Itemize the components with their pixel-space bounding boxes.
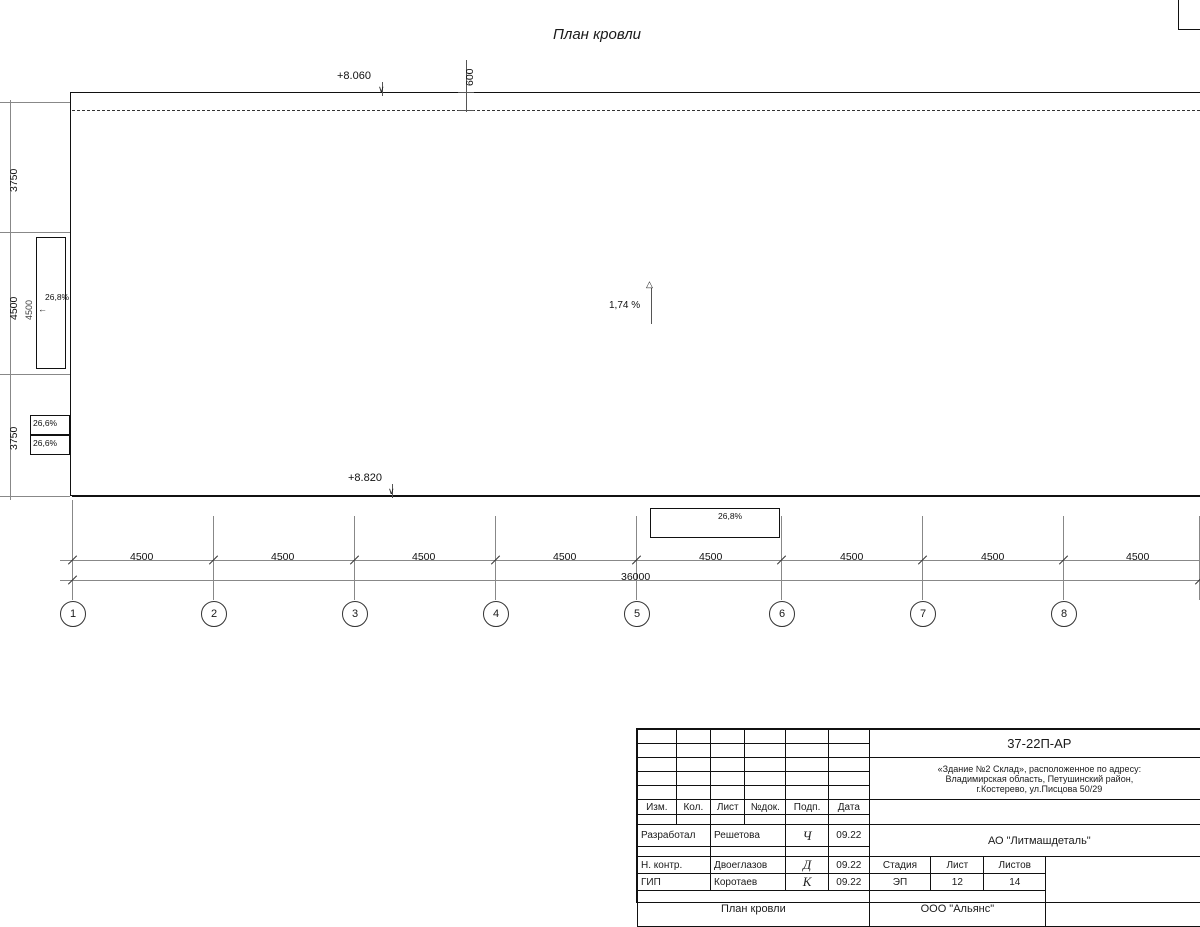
tb-blank-9 [711, 744, 745, 758]
roof-bottom-edge [72, 496, 1200, 497]
row-date-2: 09.22 [828, 857, 869, 874]
row-date-3: 09.22 [828, 874, 869, 891]
row-sign-2: Д [786, 857, 829, 874]
tb-blank-7 [638, 744, 677, 758]
drawing-title: План кровли [553, 26, 641, 43]
sheet-header: Лист [931, 857, 984, 874]
vdim-text-3: 3750 [8, 426, 20, 450]
bay-dim-8: 4500 [1126, 551, 1150, 563]
bay-dim-3: 4500 [412, 551, 436, 563]
designer-org: ООО "Альянс" [869, 891, 1045, 927]
object-name-line-2: Владимирская область, Петушинский район, [945, 773, 1134, 784]
percent-label-4: 26,8% [718, 511, 743, 521]
drawing-code: 37-22П-АР [869, 730, 1200, 758]
vdim-ext-1 [0, 102, 70, 103]
roof-ridge-dashed [72, 110, 1200, 111]
bay-dim-1: 4500 [130, 551, 154, 563]
tb-blank-17 [786, 758, 829, 772]
tb-blank-6 [828, 730, 869, 744]
tb-blank-10 [745, 744, 786, 758]
sheets-header: Листов [984, 857, 1046, 874]
axis-bubble-5: 5 [624, 601, 650, 627]
tb-blank-4 [745, 730, 786, 744]
col-header-kol: Кол. [676, 800, 710, 815]
col-header-podp: Подп. [786, 800, 829, 815]
frame-corner [1178, 0, 1200, 30]
axis-bubble-3: 3 [342, 601, 368, 627]
vdim-text-2-dup: 4500 [24, 299, 34, 320]
vdim-text-1: 3750 [8, 168, 20, 192]
tb-blank-31 [638, 815, 677, 825]
roof-unit-left-large [36, 237, 66, 369]
col-header-izm: Изм. [638, 800, 677, 815]
axis-bubble-1: 1 [60, 601, 86, 627]
tb-blank-30 [828, 786, 869, 800]
vdim-ext-3 [0, 374, 70, 375]
tb-blank-2 [676, 730, 710, 744]
tb-blank-36 [828, 815, 869, 825]
level-mark-top: +8.060 [337, 70, 371, 82]
tb-spacer-right [869, 800, 1200, 825]
level-arrow-bottom: ∨ [388, 486, 395, 496]
roof-outline [70, 92, 1200, 496]
level-mark-bottom: +8.820 [348, 472, 382, 484]
axis-bubble-8: 8 [1051, 601, 1077, 627]
title-block [636, 728, 1200, 915]
sheet-name: План кровли [638, 891, 870, 927]
roof-unit-bottom [650, 508, 780, 538]
tb-blank-18 [828, 758, 869, 772]
axis-bubble-7: 7 [910, 601, 936, 627]
tb-blank-34 [745, 815, 786, 825]
tb-blank-19 [638, 772, 677, 786]
object-name [869, 758, 1200, 800]
percent-label-2: 26,6% [33, 418, 58, 428]
tb-blank-21 [711, 772, 745, 786]
row-sign-1: Ч [786, 825, 829, 847]
stage-value: ЭП [869, 874, 931, 891]
object-name-line-3: г.Костерево, ул.Писцова 50/29 [976, 783, 1103, 794]
total-dim-text: 36000 [621, 571, 651, 583]
vdim-ext-4 [0, 496, 70, 497]
tb-blank-27 [711, 786, 745, 800]
axis-bubble-4: 4 [483, 601, 509, 627]
percent-label-3: 26,6% [33, 438, 58, 448]
bay-dim-line [60, 560, 1200, 561]
sheet-value: 12 [931, 874, 984, 891]
tb-blank-5 [786, 730, 829, 744]
tb-blank-39 [786, 847, 829, 857]
vdim-text-2: 4500 [8, 296, 20, 320]
slope-label: 1,74 % [609, 300, 641, 311]
tb-right-extra [1046, 857, 1200, 927]
tb-blank-8 [676, 744, 710, 758]
tb-blank-13 [638, 758, 677, 772]
tb-blank-23 [786, 772, 829, 786]
vdim-ext-2 [0, 232, 70, 233]
eave-dim-text: 600 [464, 68, 476, 86]
tb-blank-14 [676, 758, 710, 772]
stage-header: Стадия [869, 857, 931, 874]
tb-blank-12 [828, 744, 869, 758]
tb-blank-38 [711, 847, 786, 857]
object-name-line-1: «Здание №2 Склад», расположенное по адресу: [937, 763, 1142, 774]
tb-blank-25 [638, 786, 677, 800]
row-role-3: ГИП [638, 874, 711, 891]
slope-arrow-head: △ [646, 279, 653, 289]
customer-name: АО "Литмашдеталь" [869, 825, 1200, 857]
col-header-ndok: №док. [745, 800, 786, 815]
bay-dim-6: 4500 [840, 551, 864, 563]
slope-arrow-line [651, 288, 652, 324]
bay-dim-5: 4500 [699, 551, 723, 563]
tb-blank-28 [745, 786, 786, 800]
tb-blank-29 [786, 786, 829, 800]
tb-blank-11 [786, 744, 829, 758]
tb-blank-1 [638, 730, 677, 744]
axis-bubble-2: 2 [201, 601, 227, 627]
row-role-2: Н. контр. [638, 857, 711, 874]
tb-blank-20 [676, 772, 710, 786]
tb-blank-22 [745, 772, 786, 786]
eave-dim-tick-top [458, 92, 474, 93]
tb-blank-15 [711, 758, 745, 772]
bay-dim-7: 4500 [981, 551, 1005, 563]
sheets-value: 14 [984, 874, 1046, 891]
bay-dim-4: 4500 [553, 551, 577, 563]
tb-blank-35 [786, 815, 829, 825]
col-header-data: Дата [828, 800, 869, 815]
tb-blank-32 [676, 815, 710, 825]
percent-arrow-1: ← [38, 304, 47, 314]
row-sign-3: К [786, 874, 829, 891]
axis-ext-1 [72, 500, 73, 600]
percent-label-1: 26,8% [45, 292, 70, 302]
row-name-3: Коротаев [711, 874, 786, 891]
bay-dim-2: 4500 [271, 551, 295, 563]
level-arrow-top: ∨ [378, 84, 385, 94]
row-name-1: Решетова [711, 825, 786, 847]
col-header-list: Лист [711, 800, 745, 815]
tb-blank-37 [638, 847, 711, 857]
tb-blank-24 [828, 772, 869, 786]
axis-bubble-6: 6 [769, 601, 795, 627]
tb-blank-3 [711, 730, 745, 744]
row-role-1: Разработал [638, 825, 711, 847]
tb-blank-40 [828, 847, 869, 857]
tb-blank-16 [745, 758, 786, 772]
tb-blank-26 [676, 786, 710, 800]
row-date-1: 09.22 [828, 825, 869, 847]
row-name-2: Двоеглазов [711, 857, 786, 874]
eave-dim-tick-bottom [458, 110, 474, 111]
tb-blank-33 [711, 815, 745, 825]
